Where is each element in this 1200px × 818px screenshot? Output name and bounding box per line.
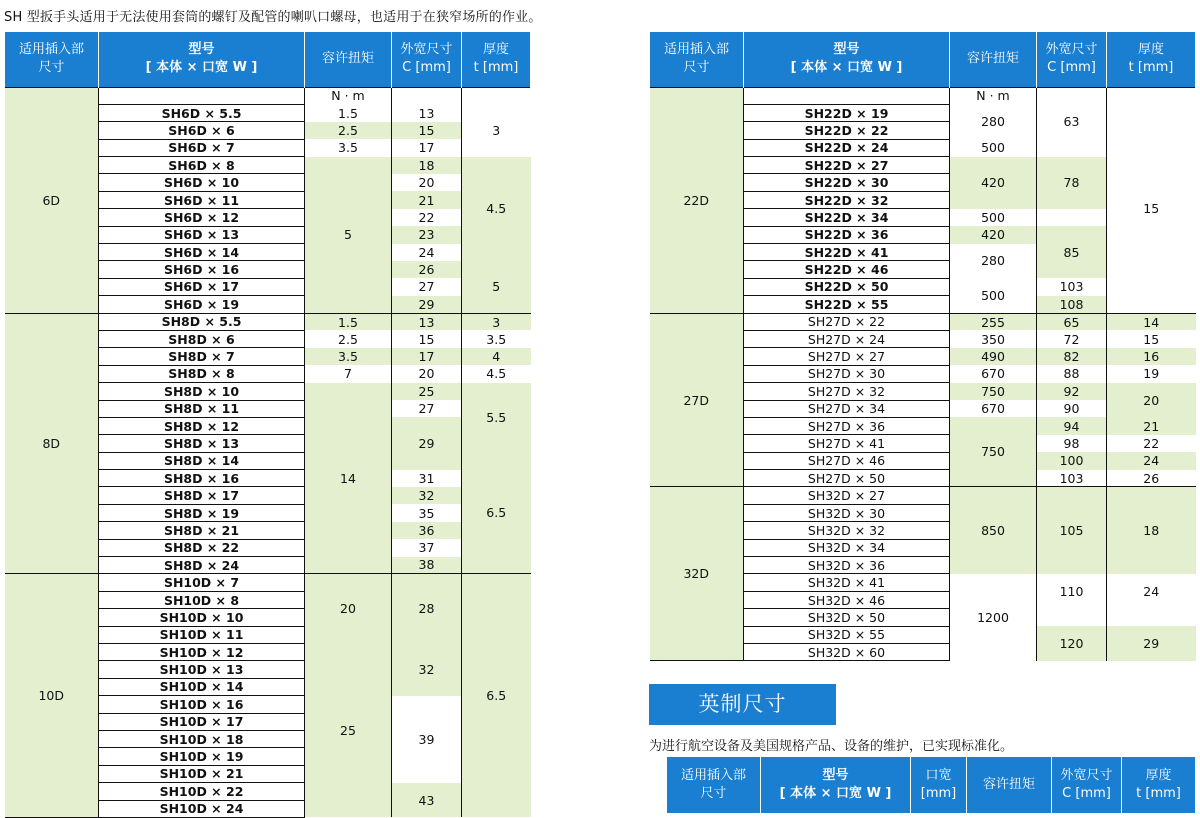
model-cell-empty (99, 87, 305, 104)
thickness-cell: 24 (1107, 452, 1196, 469)
torque-cell: 670 (950, 365, 1037, 382)
width-cell: 108 (1037, 296, 1107, 313)
table-row (5, 313, 531, 330)
table-row (650, 313, 1196, 330)
inch-header-torque: 容许扭矩 (967, 757, 1052, 813)
model-cell: SH10D × 17 (99, 713, 305, 730)
torque-cell: 7 (305, 365, 392, 382)
inch-table-header (666, 757, 1196, 813)
inch-size-banner: 英制尺寸 (649, 684, 836, 725)
torque-cell: 3.5 (305, 139, 392, 156)
model-cell: SH8D × 8 (99, 365, 305, 382)
table-row (650, 487, 1196, 504)
model-cell: SH8D × 5.5 (99, 313, 305, 330)
torque-cell: 670 (950, 400, 1037, 417)
model-cell: SH6D × 7 (99, 139, 305, 156)
model-cell: SH8D × 17 (99, 487, 305, 504)
size-cell: 22D (650, 87, 744, 313)
size-cell: 8D (5, 313, 99, 574)
thickness-cell: 5.5 (462, 383, 531, 453)
model-cell: SH6D × 5.5 (99, 104, 305, 121)
model-cell: SH22D × 50 (744, 278, 950, 295)
width-cell: 18 (392, 157, 462, 174)
model-cell: SH22D × 27 (744, 157, 950, 174)
size-cell: 10D (5, 574, 99, 817)
inch-header-size: 适用插入部 尺寸 (667, 757, 761, 813)
torque-cell: 280 (950, 244, 1037, 279)
width-cell (1037, 139, 1107, 156)
width-cell: 82 (1037, 348, 1107, 365)
model-cell: SH27D × 50 (744, 470, 950, 487)
model-cell: SH6D × 16 (99, 261, 305, 278)
width-cell: 100 (1037, 452, 1107, 469)
inch-description: 为进行航空设备及美国规格产品、设备的维护，已实现标准化。 (649, 739, 1014, 754)
header-width: 外宽尺寸 C [mm] (392, 32, 462, 87)
model-cell: SH22D × 30 (744, 174, 950, 191)
width-cell: 103 (1037, 278, 1107, 295)
unit-cell: N · m (950, 87, 1037, 104)
model-cell: SH6D × 11 (99, 191, 305, 208)
model-cell: SH10D × 19 (99, 748, 305, 765)
width-cell: 23 (392, 226, 462, 243)
torque-cell: 3.5 (305, 348, 392, 365)
model-cell-empty (744, 87, 950, 104)
width-cell: 94 (1037, 417, 1107, 434)
model-cell: SH8D × 22 (99, 539, 305, 556)
thickness-cell: 21 (1107, 417, 1196, 434)
model-cell: SH10D × 13 (99, 661, 305, 678)
model-cell: SH22D × 32 (744, 191, 950, 208)
torque-cell: 350 (950, 330, 1037, 347)
width-cell: 20 (392, 365, 462, 382)
thickness-cell (1107, 87, 1196, 104)
thickness-cell: 15 (1107, 104, 1196, 313)
width-cell: 15 (392, 122, 462, 139)
model-cell: SH22D × 34 (744, 209, 950, 226)
width-cell: 65 (1037, 313, 1107, 330)
table-row (5, 87, 531, 104)
thickness-cell: 4 (462, 348, 531, 365)
torque-cell: 750 (950, 417, 1037, 487)
width-cell: 78 (1037, 157, 1107, 209)
size-cell: 27D (650, 313, 744, 487)
inch-header-thickness: 厚度 t [mm] (1122, 757, 1196, 813)
header-torque: 容许扭矩 (950, 32, 1037, 87)
thickness-cell: 29 (1107, 626, 1196, 661)
width-cell: 98 (1037, 435, 1107, 452)
model-cell: SH10D × 18 (99, 730, 305, 747)
thickness-cell: 3 (462, 313, 531, 330)
model-cell: SH27D × 34 (744, 400, 950, 417)
model-cell: SH27D × 41 (744, 435, 950, 452)
model-cell: SH6D × 10 (99, 174, 305, 191)
model-cell: SH10D × 21 (99, 765, 305, 782)
width-cell (1037, 609, 1107, 626)
width-cell: 90 (1037, 400, 1107, 417)
header-thickness: 厚度 t [mm] (462, 32, 531, 87)
width-cell: 36 (392, 522, 462, 539)
model-cell: SH27D × 46 (744, 452, 950, 469)
thickness-cell: 5 (462, 261, 531, 313)
width-cell: 13 (392, 104, 462, 121)
unit-cell: N · m (305, 87, 392, 104)
model-cell: SH6D × 12 (99, 209, 305, 226)
header-model: 型号 [ 本体 × 口宽 W ] (744, 32, 950, 87)
model-cell: SH8D × 10 (99, 383, 305, 400)
right-table-body (650, 87, 1196, 661)
thickness-cell: 6.5 (462, 452, 531, 574)
model-cell: SH32D × 55 (744, 626, 950, 643)
model-cell: SH27D × 32 (744, 383, 950, 400)
inch-header-width: 外宽尺寸 C [mm] (1052, 757, 1122, 813)
thickness-cell: 20 (1107, 383, 1196, 418)
metric-table-right (649, 32, 1196, 661)
model-cell: SH32D × 34 (744, 539, 950, 556)
model-cell: SH22D × 41 (744, 244, 950, 261)
width-cell: 22 (392, 209, 462, 226)
model-cell: SH32D × 36 (744, 557, 950, 574)
thickness-cell: 15 (1107, 330, 1196, 347)
width-cell: 17 (392, 139, 462, 156)
width-cell: 88 (1037, 365, 1107, 382)
model-cell: SH8D × 12 (99, 417, 305, 434)
torque-cell: 850 (950, 487, 1037, 574)
thickness-cell (462, 87, 531, 104)
model-cell: SH22D × 24 (744, 139, 950, 156)
torque-cell: 25 (305, 644, 392, 818)
left-table-body (5, 87, 531, 817)
torque-cell: 750 (950, 383, 1037, 400)
model-cell: SH22D × 46 (744, 261, 950, 278)
model-cell: SH27D × 27 (744, 348, 950, 365)
width-cell: 43 (392, 783, 462, 818)
model-cell: SH8D × 14 (99, 452, 305, 469)
thickness-cell: 14 (1107, 313, 1196, 330)
model-cell: SH32D × 41 (744, 574, 950, 591)
model-cell: SH27D × 36 (744, 417, 950, 434)
header-size: 适用插入部 尺寸 (650, 32, 744, 87)
model-cell: SH6D × 19 (99, 296, 305, 313)
width-cell: 110 (1037, 574, 1107, 609)
model-cell: SH6D × 6 (99, 122, 305, 139)
width-cell: 21 (392, 191, 462, 208)
width-cell: 85 (1037, 226, 1107, 278)
width-cell (392, 87, 462, 104)
model-cell: SH27D × 24 (744, 330, 950, 347)
width-cell: 103 (1037, 470, 1107, 487)
torque-cell: 500 (950, 209, 1037, 226)
width-cell: 92 (1037, 383, 1107, 400)
header-size: 适用插入部 尺寸 (5, 32, 99, 87)
inch-header-opening: 口宽 [mm] (911, 757, 967, 813)
model-cell: SH8D × 13 (99, 435, 305, 452)
thickness-cell: 3 (462, 104, 531, 156)
width-cell: 29 (392, 417, 462, 469)
width-cell: 20 (392, 174, 462, 191)
torque-cell: 2.5 (305, 330, 392, 347)
model-cell: SH22D × 55 (744, 296, 950, 313)
header-width: 外宽尺寸 C [mm] (1037, 32, 1107, 87)
metric-table-left (4, 32, 531, 818)
table-row (5, 574, 531, 591)
width-cell: 27 (392, 278, 462, 295)
model-cell: SH10D × 8 (99, 591, 305, 608)
model-cell: SH8D × 7 (99, 348, 305, 365)
model-cell: SH10D × 11 (99, 626, 305, 643)
torque-cell: 500 (950, 139, 1037, 156)
thickness-cell: 16 (1107, 348, 1196, 365)
width-cell: 28 (392, 574, 462, 644)
width-cell: 13 (392, 313, 462, 330)
width-cell: 26 (392, 261, 462, 278)
width-cell (1037, 209, 1107, 226)
thickness-cell: 3.5 (462, 330, 531, 347)
table-row (650, 87, 1196, 104)
width-cell (1037, 87, 1107, 104)
model-cell: SH27D × 22 (744, 313, 950, 330)
model-cell: SH10D × 7 (99, 574, 305, 591)
thickness-cell: 19 (1107, 365, 1196, 382)
width-cell: 29 (392, 296, 462, 313)
thickness-cell: 26 (1107, 470, 1196, 487)
model-cell: SH32D × 32 (744, 522, 950, 539)
header-torque: 容许扭矩 (305, 32, 392, 87)
intro-text: SH 型扳手头适用于无法使用套筒的螺钉及配管的喇叭口螺母，也适用于在狭窄场所的作业。 (4, 10, 542, 25)
inch-header-model: 型号 [ 本体 × 口宽 W ] (761, 757, 911, 813)
model-cell: SH10D × 24 (99, 800, 305, 817)
thickness-cell: 4.5 (462, 157, 531, 261)
torque-cell: 14 (305, 383, 392, 574)
thickness-cell (1107, 609, 1196, 626)
size-cell: 32D (650, 487, 744, 661)
model-cell: SH32D × 50 (744, 609, 950, 626)
model-cell: SH6D × 8 (99, 157, 305, 174)
torque-cell: 1.5 (305, 104, 392, 121)
torque-cell: 20 (305, 574, 392, 644)
torque-cell: 420 (950, 226, 1037, 243)
model-cell: SH6D × 17 (99, 278, 305, 295)
model-cell: SH22D × 36 (744, 226, 950, 243)
torque-cell: 500 (950, 278, 1037, 313)
width-cell: 120 (1037, 626, 1107, 661)
model-cell: SH10D × 10 (99, 609, 305, 626)
width-cell: 39 (392, 696, 462, 783)
model-cell: SH10D × 14 (99, 678, 305, 695)
torque-cell: 5 (305, 157, 392, 314)
width-cell: 15 (392, 330, 462, 347)
header-thickness: 厚度 t [mm] (1107, 32, 1196, 87)
width-cell: 105 (1037, 487, 1107, 574)
model-cell: SH10D × 16 (99, 696, 305, 713)
width-cell: 24 (392, 244, 462, 261)
thickness-cell: 6.5 (462, 574, 531, 817)
torque-cell: 255 (950, 313, 1037, 330)
thickness-cell: 18 (1107, 487, 1196, 574)
width-cell: 72 (1037, 330, 1107, 347)
model-cell: SH8D × 21 (99, 522, 305, 539)
torque-cell: 1200 (950, 574, 1037, 661)
width-cell: 35 (392, 504, 462, 521)
thickness-cell: 4.5 (462, 365, 531, 382)
thickness-cell: 22 (1107, 435, 1196, 452)
model-cell: SH22D × 22 (744, 122, 950, 139)
model-cell: SH27D × 30 (744, 365, 950, 382)
model-cell: SH8D × 24 (99, 557, 305, 574)
torque-cell: 1.5 (305, 313, 392, 330)
model-cell: SH8D × 11 (99, 400, 305, 417)
model-cell: SH22D × 19 (744, 104, 950, 121)
torque-cell: 490 (950, 348, 1037, 365)
model-cell: SH32D × 30 (744, 504, 950, 521)
model-cell: SH6D × 13 (99, 226, 305, 243)
thickness-cell: 24 (1107, 574, 1196, 609)
width-cell: 38 (392, 557, 462, 574)
width-cell: 25 (392, 383, 462, 400)
width-cell: 32 (392, 644, 462, 696)
model-cell: SH8D × 16 (99, 470, 305, 487)
model-cell: SH32D × 27 (744, 487, 950, 504)
width-cell: 27 (392, 400, 462, 417)
width-cell: 32 (392, 487, 462, 504)
size-cell: 6D (5, 87, 99, 313)
torque-cell: 420 (950, 157, 1037, 209)
model-cell: SH10D × 12 (99, 644, 305, 661)
torque-cell: 280 (950, 104, 1037, 139)
header-model: 型号 [ 本体 × 口宽 W ] (99, 32, 305, 87)
model-cell: SH8D × 19 (99, 504, 305, 521)
model-cell: SH6D × 14 (99, 244, 305, 261)
model-cell: SH32D × 46 (744, 591, 950, 608)
model-cell: SH8D × 6 (99, 330, 305, 347)
width-cell: 17 (392, 348, 462, 365)
model-cell: SH32D × 60 (744, 644, 950, 661)
width-cell: 63 (1037, 104, 1107, 139)
torque-cell: 2.5 (305, 122, 392, 139)
width-cell: 37 (392, 539, 462, 556)
model-cell: SH10D × 22 (99, 783, 305, 800)
width-cell: 31 (392, 470, 462, 487)
